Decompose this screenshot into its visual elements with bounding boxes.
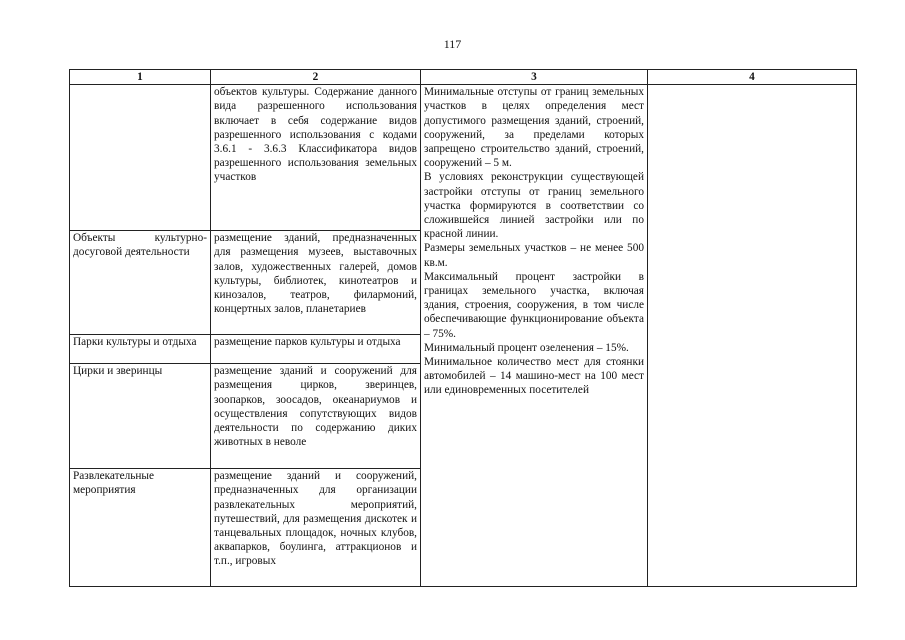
parameters-cell bbox=[421, 85, 648, 587]
row-name: Объекты культурно-досуговой деятельности bbox=[70, 231, 211, 335]
parameter-text: Минимальное количество мест для стоянки автомобилей – 14 машино-мест на 100 мест или единовременных посетителей bbox=[424, 356, 644, 397]
header-col-3: 3 bbox=[421, 70, 648, 85]
page-number: 117 bbox=[443, 37, 462, 51]
row-description: размещение зданий и сооружений для размещения цирков, зверинцев, зоопарков, зоосадов, океанариумов и осуществления сопутствующих видов деятельности по содержанию диких животных в неволе bbox=[211, 364, 421, 469]
row-name bbox=[70, 85, 211, 231]
row-name: Цирки и зверинцы bbox=[70, 364, 211, 469]
header-col-2: 2 bbox=[211, 70, 421, 85]
header-col-1: 1 bbox=[70, 70, 211, 85]
parameter-text: В условиях реконструкции существующей застройки отступы от границ земельного участка формируются в соответствии со сложившейся линией застройки или по красной линии. bbox=[424, 171, 644, 241]
row-description: размещение зданий, предназначенных для размещения музеев, выставочных залов, художественных галерей, домов культуры, библиотек, кинотеатров и кинозалов, театров, филармоний, концертных залов, планетариев bbox=[211, 231, 421, 335]
row-description: объектов культуры. Содержание данного вида разрешенного использования включает в себя содержание видов разрешенного использования с кодами 3.6.1 - 3.6.3 Классификатора видов разрешенного использования земельных участков bbox=[211, 85, 421, 231]
row-name: Парки культуры и отдыха bbox=[70, 335, 211, 364]
regulations-table bbox=[69, 69, 857, 587]
parameter-text: Максимальный процент застройки в границах земельного участка, включая здания, строения, сооружения, в том числе обеспечивающие функционирование объекта – 75%. bbox=[424, 270, 644, 340]
parameter-text: Минимальные отступы от границ земельных участков в целях определения мест допустимого размещения зданий, строений, сооружений, за пределами которых запрещено строительство зданий, строений, сооружений – 5 м. bbox=[424, 86, 644, 170]
row-description: размещение зданий и сооружений, предназначенных для организации развлекательных мероприятий, путешествий, для размещения дискотек и танцевальных площадок, ночных клубов, аквапарков, боулинга, аттракционов и т.п., игровых bbox=[211, 469, 421, 587]
row-description: размещение парков культуры и отдыха bbox=[211, 335, 421, 364]
header-row bbox=[70, 70, 857, 85]
header-col-4: 4 bbox=[648, 70, 857, 85]
parameter-text: Размеры земельных участков – не менее 500 кв.м. bbox=[424, 242, 644, 269]
parameter-text: Минимальный процент озеленения – 15%. bbox=[424, 341, 629, 354]
table-row bbox=[70, 85, 857, 231]
row-name: Развлекательные мероприятия bbox=[70, 469, 211, 587]
notes-cell bbox=[648, 85, 857, 587]
